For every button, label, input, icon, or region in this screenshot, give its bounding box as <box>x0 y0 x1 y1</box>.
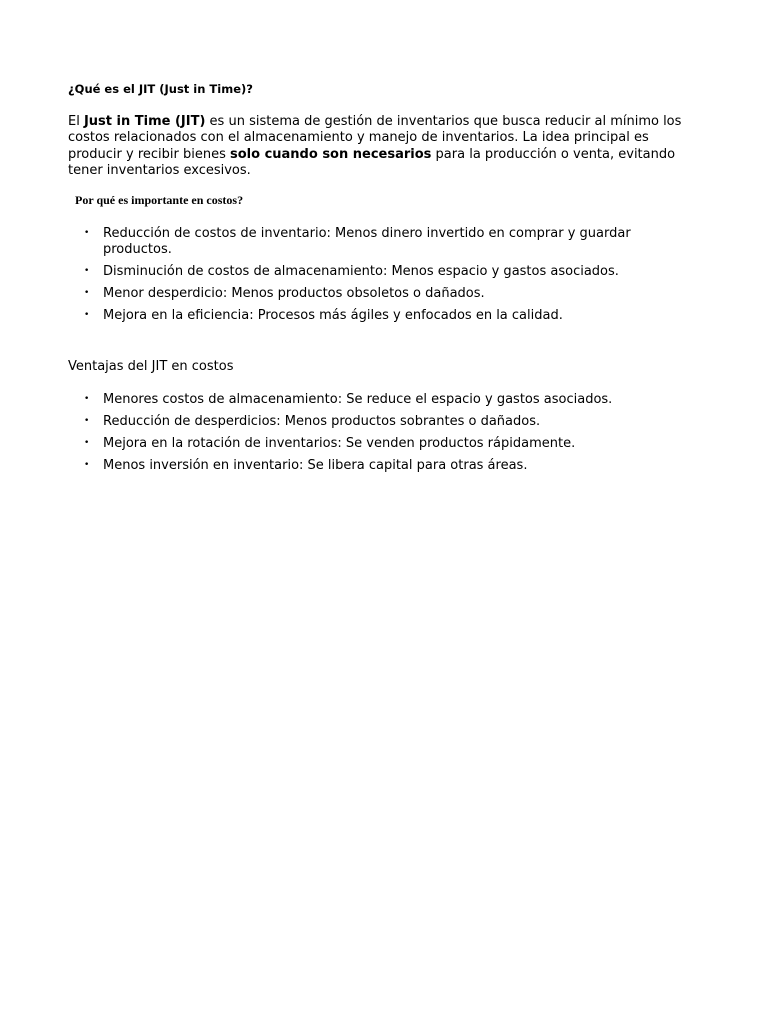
intro-bold-necessary: solo cuando son necesarios <box>229 146 432 162</box>
list-item-text: Reducción de costos de inventario: Menos dinero invertido en comprar y guardar productos. <box>103 226 631 257</box>
list-item-text: Reducción de desperdicios: Menos productos sobrantes o dañados. <box>103 414 541 429</box>
bullet-icon: • <box>84 394 90 404</box>
bullet-icon: • <box>84 460 90 470</box>
bullet-icon: • <box>84 265 90 276</box>
intro-paragraph <box>68 114 698 179</box>
list-item <box>68 264 668 280</box>
main-heading: ¿Qué es el JIT (Just in Time)? <box>68 82 253 96</box>
list-item-text: Mejora en la eficiencia: Procesos más ágiles y enfocados en la calidad. <box>103 307 563 323</box>
bullet-icon: • <box>84 228 90 238</box>
list-item-text: Menor desperdicio: Menos productos obsoletos o dañados. <box>103 285 485 301</box>
list-item-text: Menos inversión en inventario: Se libera capital para otras áreas. <box>103 458 528 473</box>
bullet-icon: • <box>84 416 90 426</box>
intro-text-3: para la producción o venta, evitando tener inventarios excesivos. <box>68 146 676 178</box>
intro-bold-jit: Just in Time (JIT) <box>83 114 206 129</box>
list-item-text: Disminución de costos de almacenamiento: Menos espacio y gastos asociados. <box>103 263 619 279</box>
list-item <box>68 226 668 257</box>
advantages-list <box>68 392 668 480</box>
list-item <box>68 436 668 452</box>
importance-heading: Por qué es importante en costos? <box>75 193 244 207</box>
list-item <box>68 392 668 408</box>
list-item <box>68 308 668 324</box>
advantages-heading: Ventajas del JIT en costos <box>68 359 234 374</box>
list-item-text: Menores costos de almacenamiento: Se reduce el espacio y gastos asociados. <box>103 392 613 407</box>
list-item-text: Mejora en la rotación de inventarios: Se venden productos rápidamente. <box>103 436 576 451</box>
intro-text-2: es un sistema de gestión de inventarios que busca reducir al mínimo los costos relacionados con el almacenamiento y manejo de inventarios. La idea principal es producir y recibir bienes <box>68 114 682 162</box>
list-item <box>68 414 668 430</box>
importance-list <box>68 226 668 330</box>
list-item <box>68 458 668 474</box>
list-item <box>68 286 668 302</box>
bullet-icon: • <box>84 309 90 320</box>
bullet-icon: • <box>84 287 90 298</box>
bullet-icon: • <box>84 438 90 448</box>
intro-text-1: El <box>68 114 84 129</box>
